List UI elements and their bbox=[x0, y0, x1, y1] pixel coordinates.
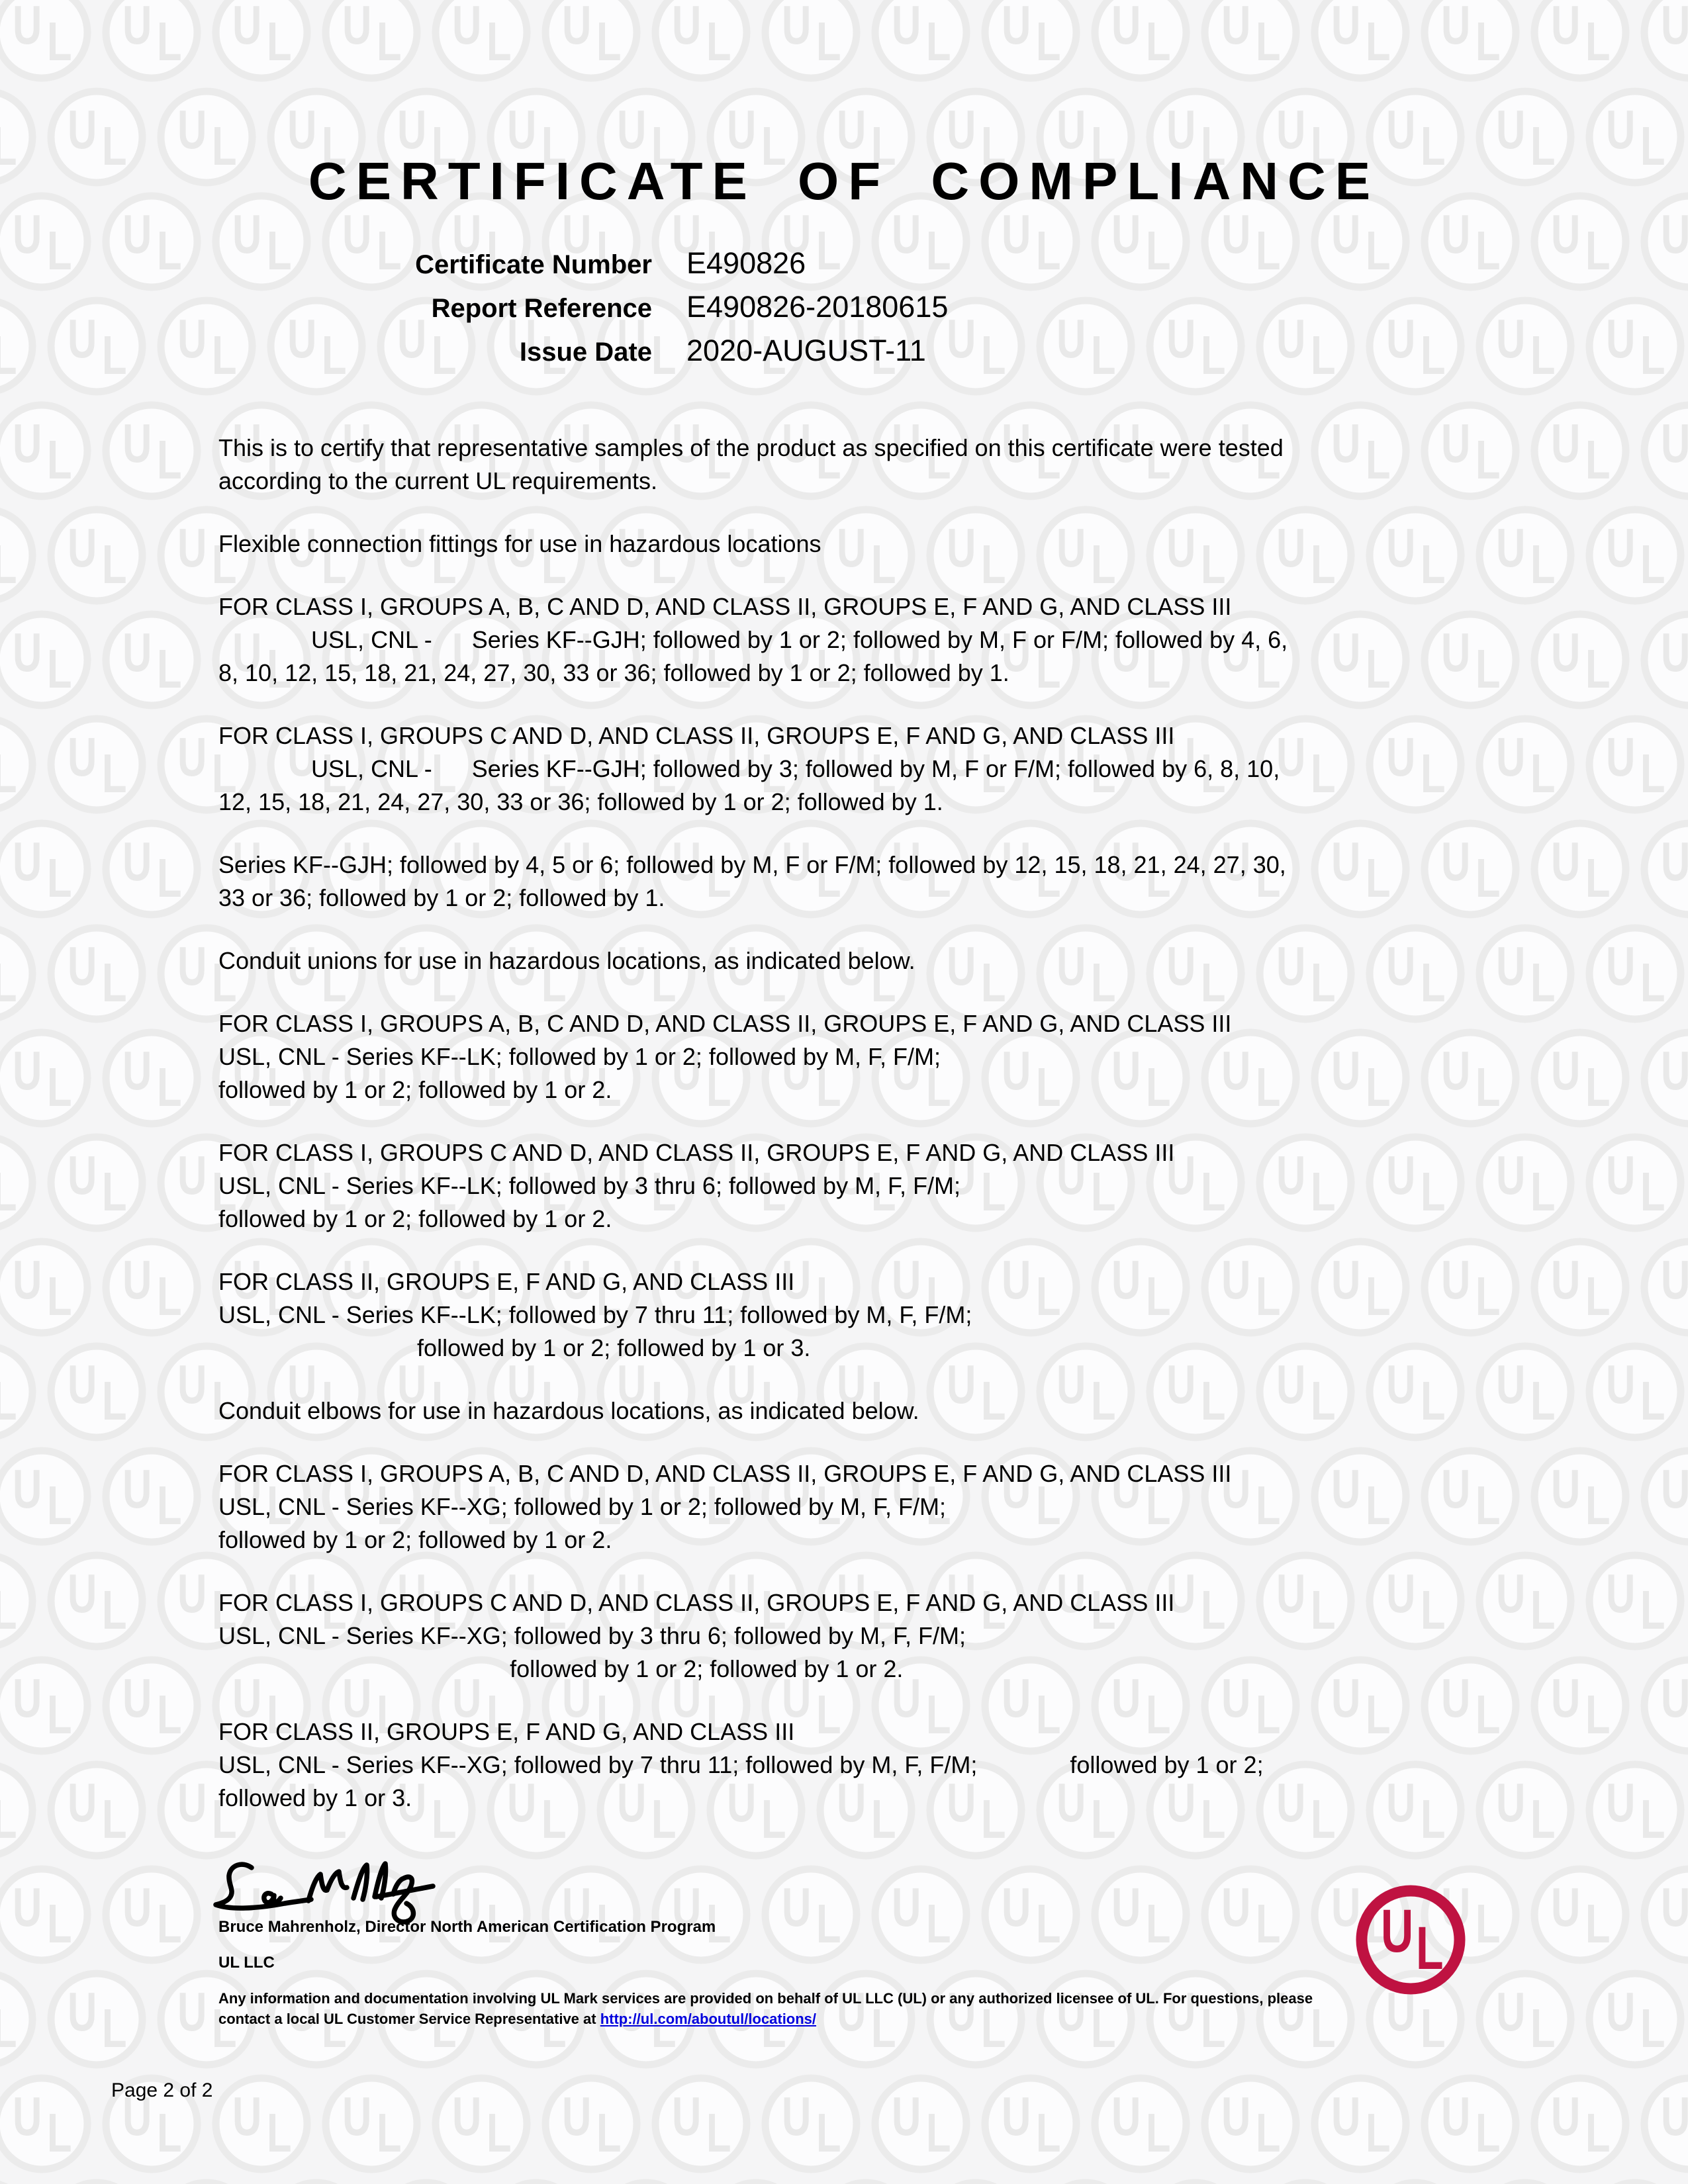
body-paragraph bbox=[218, 1586, 1476, 1686]
info-row bbox=[218, 334, 948, 377]
body-paragraph bbox=[218, 590, 1476, 690]
company-name: UL LLC bbox=[218, 1954, 275, 1972]
body-line: according to the current UL requirements. bbox=[218, 467, 657, 494]
ul-logo bbox=[1354, 1883, 1468, 1997]
signer-name: Bruce Mahrenholz, Director North American Certification Program bbox=[218, 1918, 716, 1936]
body-line: USL, CNL - Series KF--LK; followed by 7 thru 11; followed by M, F, F/M; bbox=[218, 1301, 972, 1328]
page-number: Page 2 of 2 bbox=[111, 2079, 213, 2101]
body-paragraph bbox=[218, 719, 1476, 819]
body-line: followed by 1 or 2; followed by 1 or 2. bbox=[218, 1205, 612, 1232]
body-line: FOR CLASS II, GROUPS E, F AND G, AND CLASS III bbox=[218, 1268, 795, 1295]
body-paragraph bbox=[218, 1457, 1476, 1557]
disclaimer-line-2-text: contact a local UL Customer Service Representative at bbox=[218, 2011, 600, 2027]
body-paragraph bbox=[218, 1007, 1476, 1107]
info-label: Issue Date bbox=[519, 338, 652, 367]
body-line: This is to certify that representative samples of the product as specified on this certificate were tested bbox=[218, 434, 1284, 461]
body-line: USL, CNL - Series KF--XG; followed by 3 thru 6; followed by M, F, F/M; bbox=[218, 1622, 966, 1649]
body-line: USL, CNL - Series KF--GJH; followed by 1 or 2; followed by M, F or F/M; followed by 4, 6, bbox=[218, 626, 1288, 653]
info-table bbox=[218, 246, 948, 377]
body-line: FOR CLASS I, GROUPS A, B, C AND D, AND CLASS II, GROUPS E, F AND G, AND CLASS III bbox=[218, 1010, 1232, 1037]
body-line: Conduit unions for use in hazardous locations, as indicated below. bbox=[218, 947, 915, 974]
body-line: 8, 10, 12, 15, 18, 21, 24, 27, 30, 33 or 36; followed by 1 or 2; followed by 1. bbox=[218, 659, 1009, 686]
body-line: FOR CLASS I, GROUPS C AND D, AND CLASS II, GROUPS E, F AND G, AND CLASS III bbox=[218, 1589, 1175, 1616]
body-line: 12, 15, 18, 21, 24, 27, 30, 33 or 36; followed by 1 or 2; followed by 1. bbox=[218, 788, 943, 815]
body-paragraph bbox=[218, 1394, 1476, 1428]
body-paragraph bbox=[218, 1715, 1476, 1815]
disclaimer-line-1: Any information and documentation involving UL Mark services are provided on behalf of UL LLC (UL) or any authorized licensee of UL. For questions, please bbox=[218, 1990, 1313, 2007]
body-line: FOR CLASS I, GROUPS C AND D, AND CLASS II, GROUPS E, F AND G, AND CLASS III bbox=[218, 722, 1175, 749]
body-line: USL, CNL - Series KF--GJH; followed by 3; followed by M, F or F/M; followed by 6, 8, 10, bbox=[218, 755, 1280, 782]
info-label: Report Reference bbox=[431, 294, 652, 323]
body-line: FOR CLASS II, GROUPS E, F AND G, AND CLASS III bbox=[218, 1718, 795, 1745]
body-paragraph bbox=[218, 527, 1476, 561]
body-paragraph bbox=[218, 432, 1476, 498]
body-line: Conduit elbows for use in hazardous locations, as indicated below. bbox=[218, 1397, 919, 1424]
info-row bbox=[218, 246, 948, 290]
info-label: Certificate Number bbox=[415, 250, 652, 279]
body-line: FOR CLASS I, GROUPS A, B, C AND D, AND CLASS II, GROUPS E, F AND G, AND CLASS III bbox=[218, 1460, 1232, 1487]
body-line: followed by 1 or 2; followed by 1 or 2. bbox=[218, 1526, 612, 1553]
body-line: followed by 1 or 2; followed by 1 or 2. bbox=[218, 1076, 612, 1103]
disclaimer bbox=[218, 1988, 1313, 2029]
disclaimer-line-2 bbox=[218, 2009, 1313, 2029]
ul-logo-letter-l: L bbox=[1416, 1915, 1444, 1983]
body-paragraph bbox=[218, 1136, 1476, 1236]
body-line: 33 or 36; followed by 1 or 2; followed by 1. bbox=[218, 884, 665, 911]
body-paragraph bbox=[218, 848, 1476, 915]
body-paragraph bbox=[218, 944, 1476, 978]
body-line: Flexible connection fittings for use in hazardous locations bbox=[218, 530, 821, 557]
body-text bbox=[218, 432, 1476, 1844]
body-line: USL, CNL - Series KF--XG; followed by 7 thru 11; followed by M, F, F/M; followed by 1 or 2; bbox=[218, 1751, 1264, 1778]
body-line: followed by 1 or 2; followed by 1 or 3. bbox=[218, 1334, 811, 1361]
page-title: CERTIFICATE OF COMPLIANCE bbox=[308, 152, 1380, 210]
body-line: USL, CNL - Series KF--LK; followed by 1 or 2; followed by M, F, F/M; bbox=[218, 1043, 941, 1070]
body-line: FOR CLASS I, GROUPS C AND D, AND CLASS II, GROUPS E, F AND G, AND CLASS III bbox=[218, 1139, 1175, 1166]
body-line: followed by 1 or 2; followed by 1 or 2. bbox=[218, 1655, 904, 1682]
info-row bbox=[218, 290, 948, 334]
body-line: FOR CLASS I, GROUPS A, B, C AND D, AND CLASS II, GROUPS E, F AND G, AND CLASS III bbox=[218, 593, 1232, 620]
ul-locations-link[interactable]: http://ul.com/aboutul/locations/ bbox=[600, 2011, 817, 2027]
info-value: 2020-AUGUST-11 bbox=[686, 334, 926, 367]
body-line: Series KF--GJH; followed by 4, 5 or 6; followed by M, F or F/M; followed by 12, 15, 18, 21, 24, 27, 30, bbox=[218, 851, 1286, 878]
info-value: E490826 bbox=[686, 246, 806, 280]
body-line: USL, CNL - Series KF--XG; followed by 1 or 2; followed by M, F, F/M; bbox=[218, 1493, 947, 1520]
body-line: USL, CNL - Series KF--LK; followed by 3 thru 6; followed by M, F, F/M; bbox=[218, 1172, 961, 1199]
info-value: E490826-20180615 bbox=[686, 290, 949, 324]
body-paragraph bbox=[218, 1265, 1476, 1365]
body-line: followed by 1 or 3. bbox=[218, 1784, 412, 1811]
ul-logo-letter-u: U bbox=[1381, 1897, 1414, 1966]
